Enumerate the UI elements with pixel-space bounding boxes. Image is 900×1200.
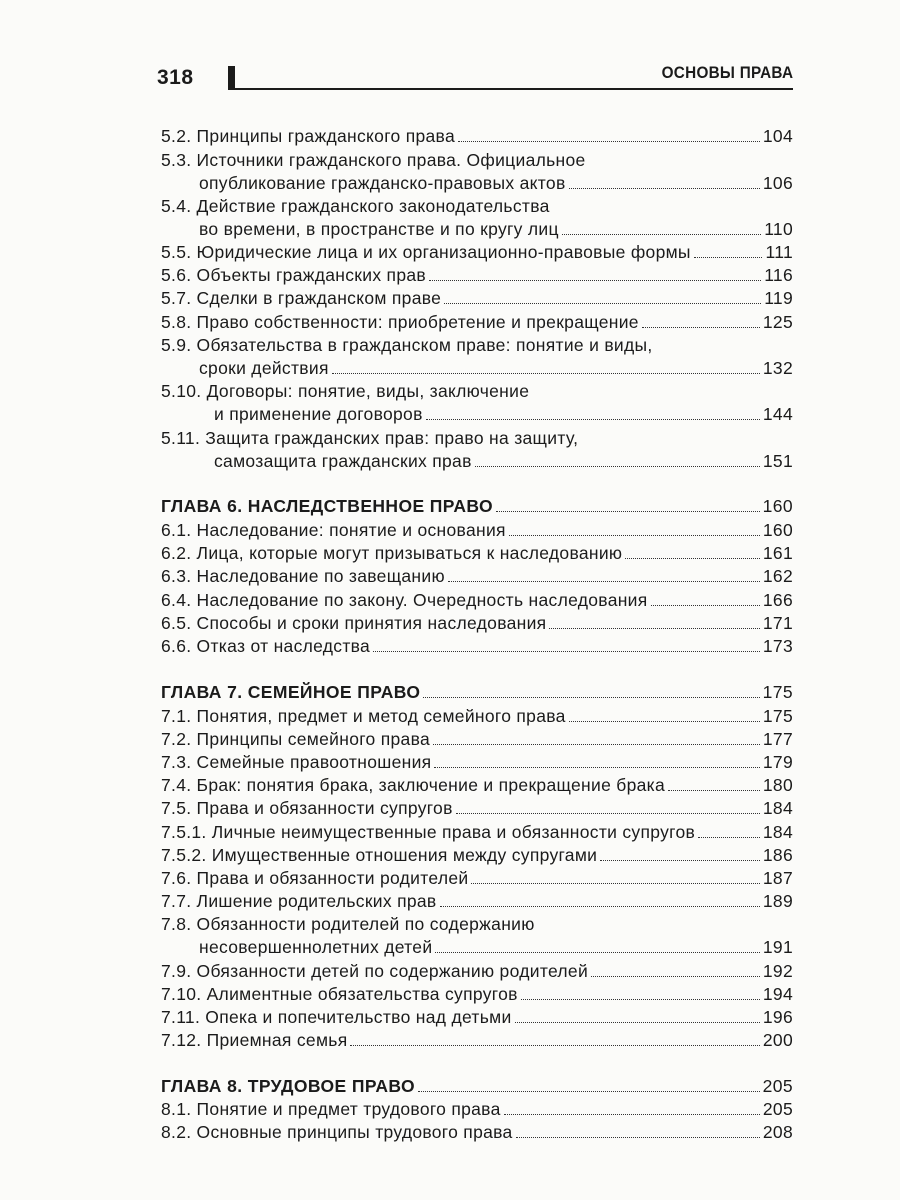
toc-entry	[161, 982, 793, 1006]
toc-page-number: 200	[762, 1030, 793, 1050]
dot-leader	[448, 581, 760, 582]
dot-leader	[426, 419, 760, 420]
dot-leader	[698, 837, 760, 838]
toc-entry-title: 5.8. Право собственности: приобретение и прекращение	[161, 312, 639, 332]
toc-entry-title-line: 5.3. Источники гражданского права. Официальное	[161, 150, 586, 170]
toc-page-number: 194	[762, 984, 793, 1004]
toc-entry	[214, 449, 793, 473]
toc-entry	[161, 541, 793, 565]
dot-leader	[569, 188, 760, 189]
dot-leader	[458, 141, 760, 142]
toc-entry-title: 7.5. Права и обязанности супругов	[161, 798, 453, 818]
dot-leader	[694, 257, 763, 258]
dot-leader	[471, 883, 759, 884]
toc-entry	[161, 286, 793, 310]
toc-entry-title: 7.3. Семейные правоотношения	[161, 752, 432, 772]
toc-entry	[199, 217, 793, 241]
dot-leader	[418, 1091, 760, 1092]
toc-entry-title: 6.5. Способы и сроки принятия наследования	[161, 613, 547, 633]
toc-entry	[161, 750, 793, 774]
toc-entry-title: 6.4. Наследование по закону. Очередность наследования	[161, 590, 648, 610]
toc-entry	[161, 889, 793, 913]
toc-entry-title: во времени, в пространстве и по кругу лиц	[199, 219, 559, 239]
toc-entry	[161, 843, 793, 867]
toc-entry-title: 7.5.1. Личные неимущественные права и обязанности супругов	[161, 822, 696, 842]
toc-page-number: 191	[762, 937, 793, 957]
toc-entry-title: 7.1. Понятия, предмет и метод семейного права	[161, 706, 566, 726]
toc-entry-title: 6.1. Наследование: понятие и основания	[161, 520, 506, 540]
toc-chapter-heading	[161, 494, 793, 518]
toc-entry	[199, 171, 793, 195]
dot-leader	[373, 651, 760, 652]
toc-entry	[161, 796, 793, 820]
dot-leader	[516, 1137, 760, 1138]
toc-entry	[161, 727, 793, 751]
toc-entry-title: 7.7. Лишение родительских прав	[161, 891, 437, 911]
toc-entry-title: 8.2. Основные принципы трудового права	[161, 1122, 513, 1142]
dot-leader	[475, 466, 760, 467]
toc-entry-title: 7.10. Алиментные обязательства супругов	[161, 984, 518, 1004]
toc-page-number: 119	[764, 288, 793, 308]
dot-leader	[562, 234, 761, 235]
toc-page-number: 175	[762, 706, 793, 726]
toc-entry	[161, 1005, 793, 1029]
toc-page-number: 151	[762, 451, 793, 471]
toc-entry	[161, 820, 793, 844]
toc-entry	[161, 310, 793, 334]
dot-leader	[591, 976, 760, 977]
dot-leader	[350, 1045, 759, 1046]
toc-chapter-heading	[161, 680, 793, 704]
toc-entry	[214, 402, 793, 426]
toc-chapter-heading	[161, 1074, 793, 1098]
toc-page-number: 171	[762, 613, 793, 633]
toc-page-number: 184	[762, 822, 793, 842]
dot-leader	[515, 1022, 760, 1023]
toc-entry-title: ГЛАВА 8. ТРУДОВОЕ ПРАВО	[161, 1076, 416, 1096]
toc-entry	[161, 124, 793, 148]
toc-entry-title-line: 5.11. Защита гражданских прав: право на защиту,	[161, 428, 579, 448]
dot-leader	[423, 697, 759, 698]
dot-leader	[521, 999, 760, 1000]
toc-page-number: 166	[762, 590, 793, 610]
dot-leader	[434, 767, 759, 768]
toc-page-number: 173	[762, 636, 793, 656]
toc-page-number: 186	[762, 845, 793, 865]
toc-entry-title: ГЛАВА 6. НАСЛЕДСТВЕННОЕ ПРАВО	[161, 496, 493, 516]
page-number: 318	[157, 66, 194, 89]
toc-entry	[199, 356, 793, 380]
toc-entry	[161, 611, 793, 635]
toc-entry-title-line: 5.10. Договоры: понятие, виды, заключение	[161, 381, 530, 401]
toc-entry-title: сроки действия	[199, 358, 329, 378]
toc-entry-title: 7.5.2. Имущественные отношения между супругами	[161, 845, 598, 865]
dot-leader	[444, 303, 761, 304]
toc-page-number: 205	[762, 1076, 793, 1096]
dot-leader	[429, 280, 761, 281]
toc-entry-title: 5.7. Сделки в гражданском праве	[161, 288, 442, 308]
toc-page-number: 132	[762, 358, 793, 378]
toc-entry-title: 7.12. Приемная семья	[161, 1030, 348, 1050]
toc-entry-title: 7.9. Обязанности детей по содержанию родителей	[161, 961, 589, 981]
toc-entry	[161, 704, 793, 728]
running-title: ОСНОВЫ ПРАВА	[661, 63, 793, 82]
toc-page-number: 196	[762, 1007, 793, 1027]
toc-entry-title: 5.5. Юридические лица и их организационно-правовые формы	[161, 242, 691, 262]
toc-page-number: 184	[762, 798, 793, 818]
toc-entry-title: несовершеннолетних детей	[199, 937, 433, 957]
toc-entry-title: 7.6. Права и обязанности родителей	[161, 868, 469, 888]
dot-leader	[600, 860, 760, 861]
toc-entry	[161, 866, 793, 890]
dot-leader	[504, 1114, 760, 1115]
dot-leader	[456, 813, 760, 814]
dot-leader	[496, 511, 760, 512]
toc-entry-title: 7.4. Брак: понятия брака, заключение и прекращение брака	[161, 775, 666, 795]
toc-page-number: 110	[764, 219, 793, 239]
toc-page-number: 144	[762, 404, 793, 424]
toc-page-number: 160	[762, 496, 793, 516]
toc-entry	[161, 564, 793, 588]
toc-entry-title: 7.2. Принципы семейного права	[161, 729, 431, 749]
toc-entry-title: ГЛАВА 7. СЕМЕЙНОЕ ПРАВО	[161, 682, 421, 702]
dot-leader	[433, 744, 760, 745]
dot-leader	[642, 327, 760, 328]
toc-entry	[161, 518, 793, 542]
dot-leader	[651, 605, 760, 606]
toc-entry-title: 5.6. Объекты гражданских прав	[161, 265, 426, 285]
toc-entry	[161, 1097, 793, 1121]
toc-entry	[161, 634, 793, 658]
toc-page-number: 187	[762, 868, 793, 888]
toc-page-number: 192	[762, 961, 793, 981]
toc-page-number: 160	[762, 520, 793, 540]
toc-entry-title-line: 7.8. Обязанности родителей по содержанию	[161, 914, 535, 934]
toc-entry-title: 6.3. Наследование по завещанию	[161, 566, 445, 586]
dot-leader	[549, 628, 759, 629]
toc-entry	[161, 1028, 793, 1052]
toc-entry-title: 6.6. Отказ от наследства	[161, 636, 371, 656]
dot-leader	[332, 373, 760, 374]
toc-page-number: 162	[762, 566, 793, 586]
toc-entry-title-line: 5.9. Обязательства в гражданском праве: понятие и виды,	[161, 335, 653, 355]
toc-page-number: 205	[762, 1099, 793, 1119]
toc-entry	[161, 588, 793, 612]
toc-page-number: 189	[762, 891, 793, 911]
toc-entry-title: опубликование гражданско-правовых актов	[199, 173, 566, 193]
toc-entry-title: 6.2. Лица, которые могут призываться к наследованию	[161, 543, 623, 563]
toc-page-number: 106	[762, 173, 793, 193]
dot-leader	[625, 558, 760, 559]
toc-page-number: 111	[765, 242, 793, 262]
dot-leader	[668, 790, 760, 791]
toc-entry	[161, 773, 793, 797]
toc-entry	[161, 959, 793, 983]
toc-page-number: 161	[762, 543, 793, 563]
toc-page-number: 180	[762, 775, 793, 795]
toc-entry	[199, 935, 793, 959]
toc-entry	[161, 263, 793, 287]
toc-page-number: 125	[762, 312, 793, 332]
toc-entry-title-line: 5.4. Действие гражданского законодательства	[161, 196, 550, 216]
toc-entry-title: и применение договоров	[214, 404, 423, 424]
toc-page-number: 116	[764, 265, 793, 285]
toc-page-number: 177	[762, 729, 793, 749]
toc-page-number: 104	[762, 126, 793, 146]
toc-entry	[161, 240, 793, 264]
toc-entry-title: 5.2. Принципы гражданского права	[161, 126, 455, 146]
toc-entry	[161, 1120, 793, 1144]
toc-page-number: 175	[762, 682, 793, 702]
dot-leader	[509, 535, 760, 536]
toc-entry-title: 7.11. Опека и попечительство над детьми	[161, 1007, 512, 1027]
toc-page-number: 208	[762, 1122, 793, 1142]
toc-entry-title: 8.1. Понятие и предмет трудового права	[161, 1099, 501, 1119]
toc-page-number: 179	[762, 752, 793, 772]
dot-leader	[435, 952, 759, 953]
dot-leader	[440, 906, 760, 907]
toc-entry-title: самозащита гражданских прав	[214, 451, 472, 471]
dot-leader	[569, 721, 760, 722]
